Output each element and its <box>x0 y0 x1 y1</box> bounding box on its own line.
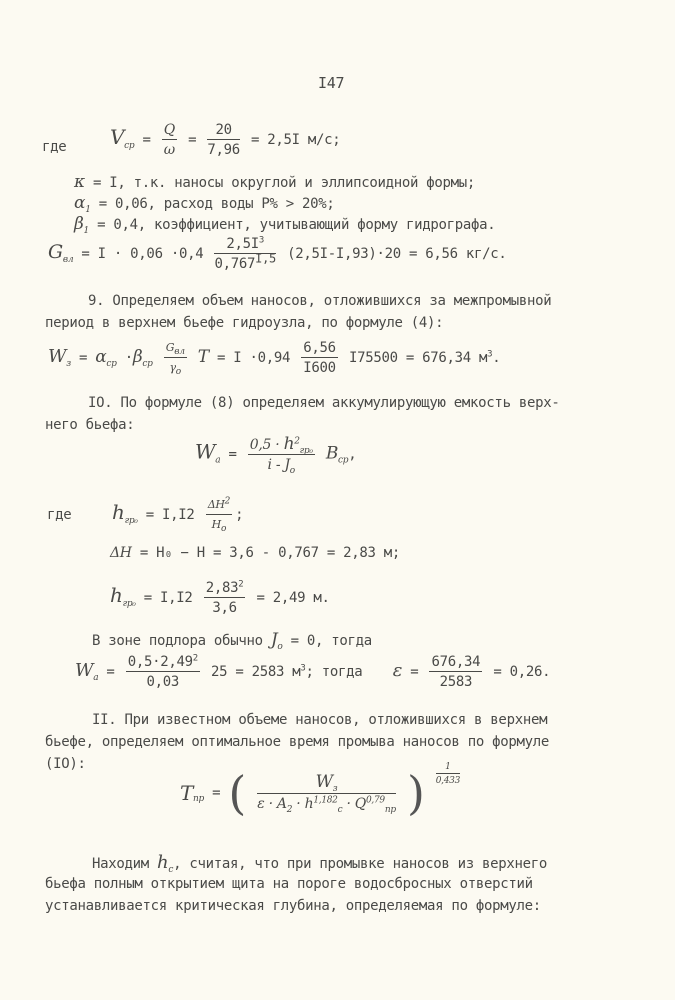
section-11-line-3: (IO): <box>45 756 86 772</box>
backwater-intro: В зоне подлора обычно $J_о = 0$, тогда <box>92 630 372 652</box>
gde-label: где <box>42 139 67 155</box>
final-para-line-3: устанавливается критическая глубина, определяемая по формуле: <box>45 898 541 914</box>
alpha-line: $\alpha_1 = 0,06$, расход воды Р% > 20%; <box>74 193 335 215</box>
section-9-line-2: период в верхнем бьефе гидроузла, по формуле (4): <box>45 315 444 331</box>
velocity-formula: $V_{ср}$ = $\frac{Q}{\omega}$ = $\frac{20}{7,96}$ = 2,5I м/с; <box>110 122 341 158</box>
kappa-line: κ = I, т.к. наносы округлой и эллипсоидной формы; <box>74 172 476 192</box>
section-11-line-2: бьефе, определяем оптимальное время промыва наносов по формуле <box>45 734 549 750</box>
sediment-discharge-formula: $G_{вл} = I \cdot 0,06 \cdot 0,4$ $\frac{2,5I^3}{0,767^{I,5}}$ (2,5I-I,93)·20 = 6,56 кг/с. <box>48 235 507 272</box>
flush-time-formula: $T_{пр}$ = ( $\frac{W_з}{\varepsilon \cdot A_2 \cdot h^{1,182}_c \cdot Q^{0,79}_{пр}}$ ) $\frac{1}{0,433}$ <box>180 762 460 820</box>
hgr-calc: $h_{гр_0} = I,I2$ $\frac{2,83^2}{3,6}$ = 2,49 м. <box>110 579 330 616</box>
final-para-line-1: Находим $h_c$, считая, что при промывке наносов из верхнего <box>92 852 548 875</box>
page-number: I47 <box>318 74 345 92</box>
section-11-line-1: II. При известном объеме наносов, отложившихся в верхнем <box>92 712 548 728</box>
section-9-line-1: 9. Определяем объем наносов, отложившихся за межпромывной <box>88 293 552 309</box>
deposit-volume-formula: $W_з = \alpha_{ср} \cdot\beta_{ср}$ $\frac{G_{вл}}{\gamma_о}$ T = I ·0,94 $\frac{6,56}{I600}$ I75500 = 676,34 $м^3$. <box>48 340 501 378</box>
fraction-q-omega: $\frac{Q}{\omega}$ <box>163 122 175 158</box>
accumulating-capacity-formula: $W_a$ = $\frac{0,5 \cdot h^2_{гр_0}}{i - J_o}$ $B_{ср}$, <box>195 434 357 476</box>
final-para-line-2: бьефа полным открытием щита на пороге водосбросных отверстий <box>45 876 533 892</box>
delta-h-line: ΔH = H₀ − H = 3,6 - 0,767 = 2,83 м; <box>110 545 400 561</box>
fraction-20-796: $\frac{20}{7,96}$ <box>207 122 240 158</box>
section-10-line-2: него бьефа: <box>45 417 135 433</box>
gde-label-2: где <box>47 507 72 523</box>
wa-calc-formula: $W_a$ = $\frac{0,5\cdot 2,49^2}{0,03}$ 25 = 2583 $м^3$; тогда ε = $\frac{676,34}{2583}$ = 0,26. <box>75 653 551 690</box>
section-10-line-1: IO. По формуле (8) определяем аккумулирующую емкость верх- <box>88 395 560 411</box>
beta-line: $\beta_1 = 0,4$, коэффициент, учитывающий форму гидрографа. <box>74 214 496 236</box>
hgr-definition: $h_{гр_0} = I,I2$ $\frac{\Delta H^2}{H_о}$ ; <box>112 496 244 535</box>
